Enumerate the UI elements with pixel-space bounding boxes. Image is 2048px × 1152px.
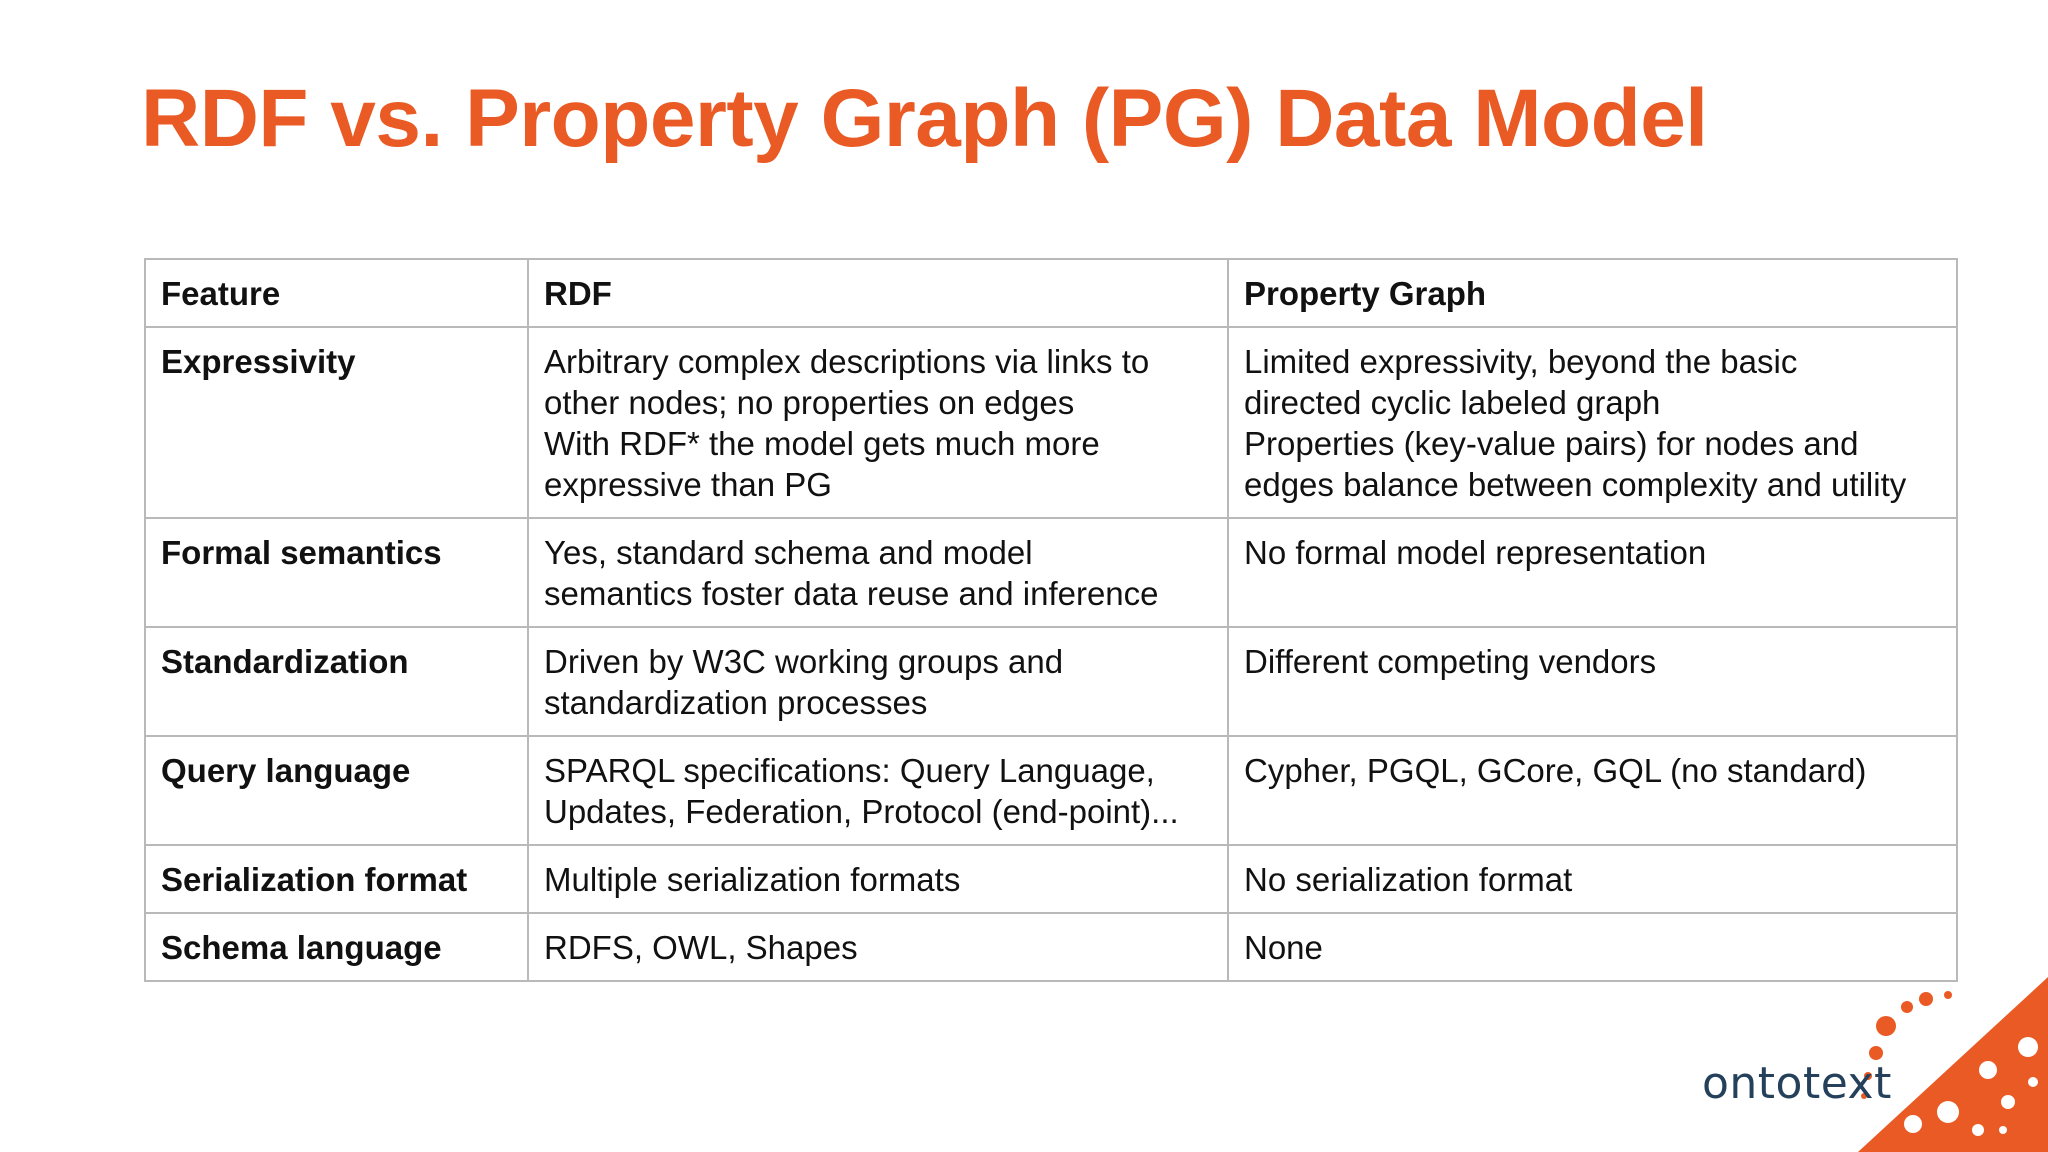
cell-line: With RDF* the model gets much more	[544, 425, 1100, 462]
cell-line: Properties (key-value pairs) for nodes and	[1244, 425, 1859, 462]
pg-cell	[1228, 518, 1957, 627]
pg-cell	[1228, 627, 1957, 736]
feature-cell: Serialization format	[145, 845, 528, 913]
header-feature: Feature	[145, 259, 528, 327]
cell-line: Arbitrary complex descriptions via links to	[544, 343, 1150, 380]
table-row	[145, 845, 1957, 913]
table-header-row	[145, 259, 1957, 327]
cell-line: standardization processes	[544, 684, 928, 721]
feature-cell: Query language	[145, 736, 528, 845]
table-row	[145, 327, 1957, 518]
feature-cell: Expressivity	[145, 327, 528, 518]
ontotext-logo-icon	[1648, 952, 2048, 1152]
cell-line: edges balance between complexity and utility	[1244, 466, 1907, 503]
rdf-cell	[528, 518, 1228, 627]
slide-title: RDF vs. Property Graph (PG) Data Model	[141, 73, 1708, 164]
pg-cell	[1228, 845, 1957, 913]
rdf-cell	[528, 736, 1228, 845]
rdf-cell	[528, 627, 1228, 736]
table-row	[145, 627, 1957, 736]
ontotext-wordmark: ontotext	[1702, 1058, 1892, 1109]
cell-line: expressive than PG	[544, 466, 832, 503]
pg-cell	[1228, 736, 1957, 845]
cell-line: other nodes; no properties on edges	[544, 384, 1075, 421]
feature-cell: Formal semantics	[145, 518, 528, 627]
cell-line: Cypher, PGQL, GCore, GQL (no standard)	[1244, 752, 1867, 789]
cell-line: RDFS, OWL, Shapes	[544, 929, 858, 966]
rdf-cell	[528, 913, 1228, 981]
cell-line: SPARQL specifications: Query Language,	[544, 752, 1155, 789]
header-rdf: RDF	[528, 259, 1228, 327]
rdf-cell	[528, 845, 1228, 913]
pg-cell	[1228, 327, 1957, 518]
feature-cell: Standardization	[145, 627, 528, 736]
cell-line: None	[1244, 929, 1323, 966]
cell-line: Yes, standard schema and model	[544, 534, 1033, 571]
cell-line: Limited expressivity, beyond the basic	[1244, 343, 1798, 380]
cell-line: No formal model representation	[1244, 534, 1707, 571]
cell-line: Updates, Federation, Protocol (end-point)...	[544, 793, 1179, 830]
cell-line: semantics foster data reuse and inference	[544, 575, 1159, 612]
rdf-cell	[528, 327, 1228, 518]
cell-line: No serialization format	[1244, 861, 1573, 898]
table-row	[145, 736, 1957, 845]
table-row	[145, 518, 1957, 627]
cell-line: Driven by W3C working groups and	[544, 643, 1064, 680]
header-property-graph: Property Graph	[1228, 259, 1957, 327]
feature-cell: Schema language	[145, 913, 528, 981]
cell-line: Multiple serialization formats	[544, 861, 961, 898]
cell-line: directed cyclic labeled graph	[1244, 384, 1661, 421]
cell-line: Different competing vendors	[1244, 643, 1657, 680]
comparison-table	[144, 258, 1958, 982]
